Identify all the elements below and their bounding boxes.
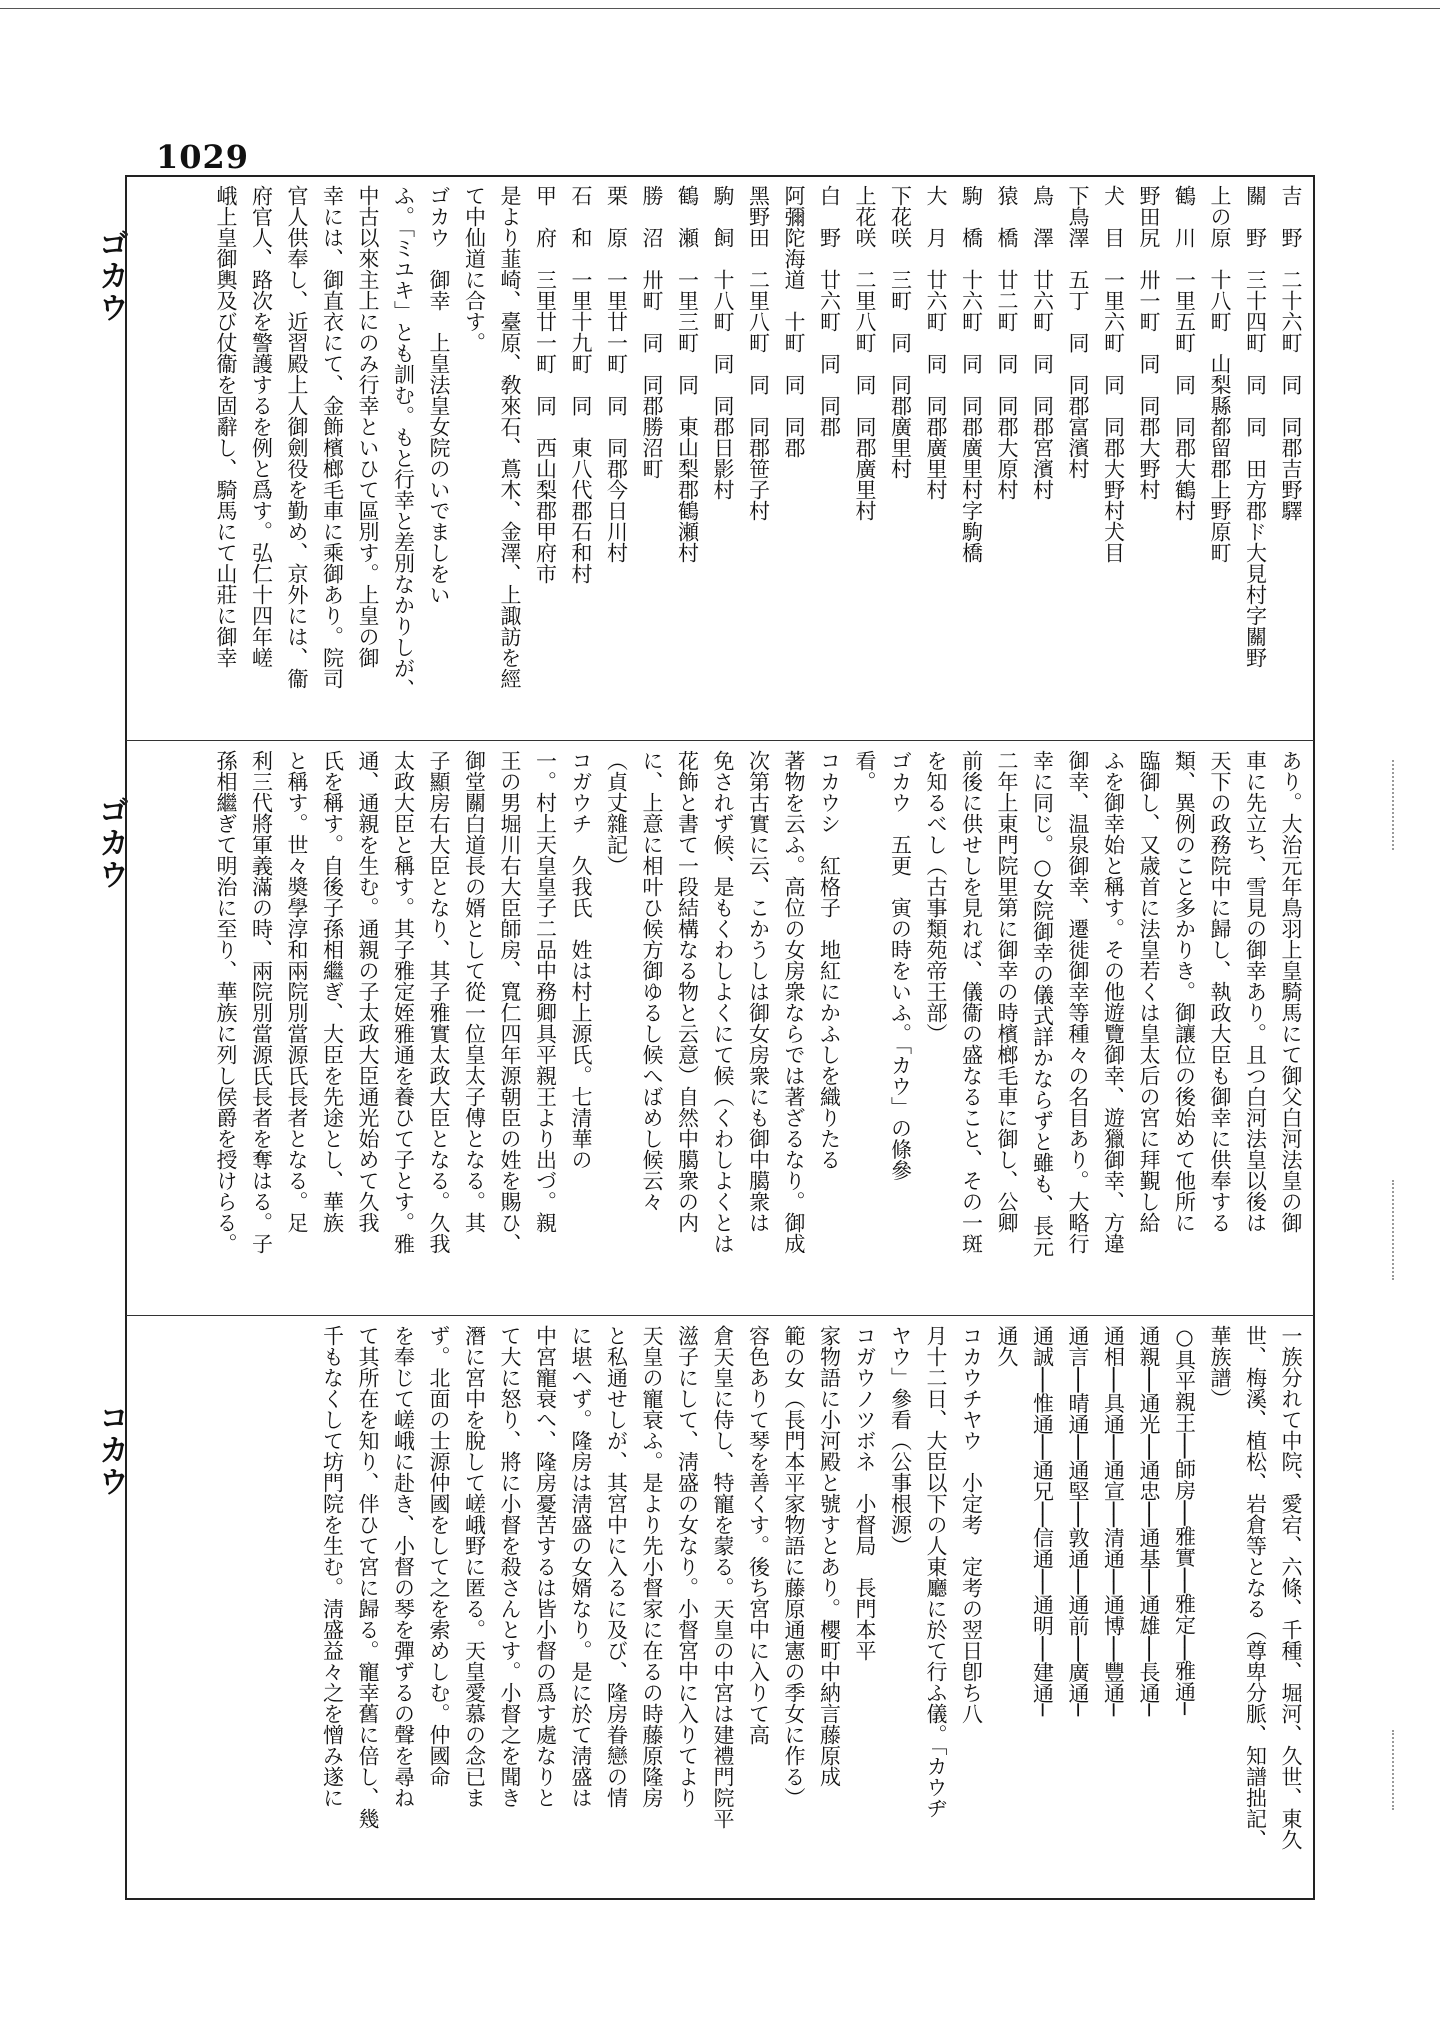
text-column: 通言──晴通──通堅──敦通──通前──廣通─ [1066, 1325, 1090, 1717]
text-column: 王の男堀川右大臣師房、寬仁四年源朝臣の姓を賜ひ、 [498, 750, 522, 1254]
text-column: 犬 目 一里六町 同 同郡大野村犬目 [1101, 185, 1126, 563]
text-column: コカウチヤウ 小定考 定考の翌日卽ち八 [959, 1325, 984, 1724]
text-column: 御幸、温泉御幸、遷徙御幸等種々の名目あり。大略行 [1066, 750, 1090, 1254]
text-column: ふを御幸始と稱す。その他遊覽御幸、遊獵御幸、方違 [1101, 750, 1126, 1254]
tier-middle [130, 750, 1308, 1308]
text-column: ゴカウ 御幸 上皇法皇女院のいでましをい [427, 185, 451, 605]
tier-top [130, 185, 1308, 733]
margin-dots-3 [1392, 1730, 1394, 1810]
text-column: 中古以來主上にのみ行幸といひて區別す。上皇の御 [356, 185, 380, 668]
text-column: 看。 [853, 750, 877, 792]
text-column: 關 野 三十四町 同 同 田方郡ド大見村字關野 [1243, 185, 1268, 668]
text-column: 次第古實に云、こかうしは御女房衆にも御中臈衆は [746, 750, 771, 1233]
thumb-index-3: コカウ [93, 1402, 128, 1498]
margin-dots-1 [1392, 760, 1394, 850]
text-column: コガウチ 久我氏 姓は村上源氏。七清華の [569, 750, 593, 1170]
text-column: 通誠──惟通──通兄──信通──通明──建通─ [1030, 1325, 1055, 1717]
text-column: 府官人、路次を警護するを例と爲す。弘仁十四年嵯 [249, 185, 274, 668]
text-column: 臨御し、又歳首に法皇若くは皇太后の宮に拜覲し給 [1137, 750, 1161, 1233]
text-column: 通、通親を生む。通親の子太政大臣通光始めて久我 [356, 750, 380, 1233]
text-column: 御堂關白道長の婿として從一位皇太子傅となる。其 [462, 750, 487, 1233]
text-column: て中仙道に合す。 [462, 185, 487, 353]
text-column: 倉天皇に侍し、特寵を蒙る。天皇の中宮は建禮門院平 [711, 1325, 735, 1829]
text-column: 潛に宮中を脫して嵯峨野に匿る。天皇愛慕の念已ま [462, 1325, 487, 1808]
text-column: を奉じて嵯峨に赴き、小督の琴を彈ずるの聲を尋ね [391, 1325, 416, 1808]
text-column: 千もなくして坊門院を生む。淸盛益々之を憎み遂に [320, 1325, 345, 1808]
text-column: ふ。「ミユキ」とも訓む。もと行幸と差別なかりしが、 [391, 185, 416, 700]
text-column: 駒 飼 十八町 同 同郡日影村 [711, 185, 735, 500]
text-column: 滋子にして、淸盛の女なり。小督宮中に入りてより [675, 1325, 700, 1808]
text-column: 下花咲 三町 同 同郡廣里村 [888, 185, 913, 479]
text-column: 甲 府 三里廿一町 同 西山梨郡甲府市 [533, 185, 558, 584]
tier-bottom [130, 1325, 1308, 1890]
text-column: 峨上皇御輿及び仗衞を固辭し、騎馬にて山莊に御幸 [214, 185, 238, 668]
text-column: 幸には、御直衣にて、金飾檳榔毛車に乘御あり。院司 [320, 185, 345, 689]
text-column: 孫相繼ぎて明治に至り、華族に列し侯爵を授けらる。 [214, 750, 238, 1254]
text-column: 鳥 澤 廿六町 同 同郡宮濱村 [1030, 185, 1055, 500]
page-number: 1029 [156, 138, 250, 176]
text-column: 二年上東門院里第に御幸の時檳榔毛車に御し、公卿 [995, 750, 1019, 1233]
top-rule [0, 8, 1440, 9]
text-column: 中宮寵衰へ、隆房憂苦するは皆小督の爲す處なりと [533, 1325, 558, 1808]
text-column: 上花咲 二里八町 同 同郡廣里村 [853, 185, 877, 521]
text-column: 吉 野 二十六町 同 同郡吉野驛 [1279, 185, 1303, 521]
text-column: に、上意に相叶ひ候方御ゆるし候へばめし候云々 [640, 750, 664, 1212]
text-column: 上の原 十八町 山梨縣都留郡上野原町 [1208, 185, 1232, 563]
margin-dots-2 [1392, 1180, 1394, 1280]
text-column: 免されず候、是もくわしよくにて候（くわしよくとは [711, 750, 735, 1254]
text-column: 類、異例のこと多かりき。御讓位の後始めて他所に [1172, 750, 1197, 1233]
text-column: 猿 橋 廿二町 同 同郡大原村 [995, 185, 1019, 500]
text-column: 天下の政務院中に歸し、執政大臣も御幸に供奉する [1208, 750, 1232, 1233]
text-column: 是より韮崎、臺原、敎來石、蔦木、金澤、上諏訪を經 [498, 185, 522, 689]
text-column: 駒 橋 十六町 同 同郡廣里村字駒橋 [959, 185, 984, 563]
thumb-index-1: ゴカウ [93, 228, 128, 324]
text-column: 子顯房右大臣となり、其子雅實太政大臣となる。久我 [427, 750, 451, 1254]
text-column: ず。北面の士源仲國をして之を索めしむ。仲國命 [427, 1325, 451, 1787]
text-column: 容色ありて琴を善くす。後ち宮中に入りて高 [746, 1325, 771, 1745]
text-column: て其所在を知り、伴ひて宮に歸る。寵幸舊に倍し、幾 [356, 1325, 380, 1829]
text-column: 利三代將軍義滿の時、兩院別當源氏長者を奪はる。子 [249, 750, 274, 1254]
text-column: 大 月 廿六町 同 同郡廣里村 [924, 185, 948, 500]
text-column: 官人供奉し、近習殿上人御劍役を勤め、京外には、衞 [285, 185, 309, 689]
text-column: 花飾と書て一段結構なる物と云意）自然中臈衆の内 [675, 750, 700, 1233]
text-column: 天皇の寵衰ふ。是より先小督家に在るの時藤原隆房 [640, 1325, 664, 1808]
text-column: 家物語に小河殿と號すとあり。櫻町中納言藤原成 [817, 1325, 842, 1787]
text-column: 幸に同じ。○女院御幸の儀式詳かならずと雖も、長元 [1030, 750, 1055, 1257]
text-column: 勝 沼 卅町 同 同郡勝沼町 [640, 185, 664, 479]
text-column: 鶴 瀬 一里三町 同 東山梨郡鶴瀬村 [675, 185, 700, 563]
text-column: あり。大治元年鳥羽上皇騎馬にて御父白河法皇の御 [1279, 750, 1303, 1233]
text-column: 通親──通光──通忠──通基──通雄──長通─ [1137, 1325, 1161, 1717]
text-column: 黑野田 二里八町 同 同郡笹子村 [746, 185, 771, 521]
text-column: 世、梅溪、植松、岩倉等となる（尊卑分脈、知譜拙記、 [1243, 1325, 1268, 1850]
text-column: 一族分れて中院、愛宕、六條、千種、堀河、久世、東久 [1279, 1325, 1303, 1850]
text-column: ○具平親王──師房──雅實──雅定──雅通─ [1172, 1325, 1197, 1715]
text-column: 華族譜） [1208, 1325, 1232, 1409]
text-column: と稱す。世々奬學淳和兩院別當源氏長者となる。足 [285, 750, 309, 1233]
text-column: 鶴 川 一里五町 同 同郡大鶴村 [1172, 185, 1197, 521]
text-column: 範の女（長門本平家物語に藤原通憲の季女に作る） [782, 1325, 806, 1808]
text-column: 一。村上天皇皇子二品中務卿具平親王より出づ。親 [533, 750, 558, 1233]
text-column: て大に怒り、將に小督を殺さんとす。小督之を聞き [498, 1325, 522, 1808]
tier-divider-2 [126, 1315, 1314, 1316]
text-column: コカウシ 紅格子 地紅にかふしを織りたる [817, 750, 842, 1170]
text-column: 通相──具通──通宣──清通──通博──豐通─ [1101, 1325, 1126, 1717]
thumb-index-2: ゴカウ [93, 795, 128, 891]
text-column: 氏を稱す。自後子孫相繼ぎ、大臣を先途とし、華族 [320, 750, 345, 1233]
text-column: 太政大臣と稱す。其子雅定姪雅通を養ひて子とす。雅 [391, 750, 416, 1254]
text-column: 通久 [995, 1325, 1019, 1367]
text-column: 野田尻 卅一町 同 同郡大野村 [1137, 185, 1161, 500]
text-column: 車に先立ち、雪見の御幸あり。且つ白河法皇以後は [1243, 750, 1268, 1233]
text-column: ヤウ」參看（公事根源） [888, 1325, 913, 1556]
text-column: 阿彌陀海道 十町 同 同郡 [782, 185, 806, 458]
text-column: 前後に供せしを見れば、儀衞の盛なること、その一斑 [959, 750, 984, 1254]
text-column: 著物を云ふ。高位の女房衆ならでは著ざるなり。御成 [782, 750, 806, 1254]
text-column: 白 野 廿六町 同 同郡 [817, 185, 842, 437]
text-column: を知るべし（古事類苑帝王部） [924, 750, 948, 1044]
text-column: と私通せしが、其宮中に入るに及び、隆房眷戀の情 [604, 1325, 629, 1808]
text-column: （貞丈雜記） [604, 750, 629, 876]
text-column: ゴカウ 五更 寅の時をいふ。「カウ」の條參 [888, 750, 913, 1181]
text-column: 栗 原 一里廿一町 同 同郡今日川村 [604, 185, 629, 563]
text-column: コガウノツボネ 小督局 長門本平 [853, 1325, 877, 1661]
text-column: 月十二日、大臣以下の人東廳に於て行ふ儀。「カウヂ [924, 1325, 948, 1819]
tier-divider-1 [126, 740, 1314, 741]
text-column: 下鳥澤 五丁 同 同郡富濱村 [1066, 185, 1090, 479]
text-column: 石 和 一里十九町 同 東八代郡石和村 [569, 185, 593, 584]
text-column: に堪へず。隆房は淸盛の女婿なり。是に於て淸盛は [569, 1325, 593, 1808]
